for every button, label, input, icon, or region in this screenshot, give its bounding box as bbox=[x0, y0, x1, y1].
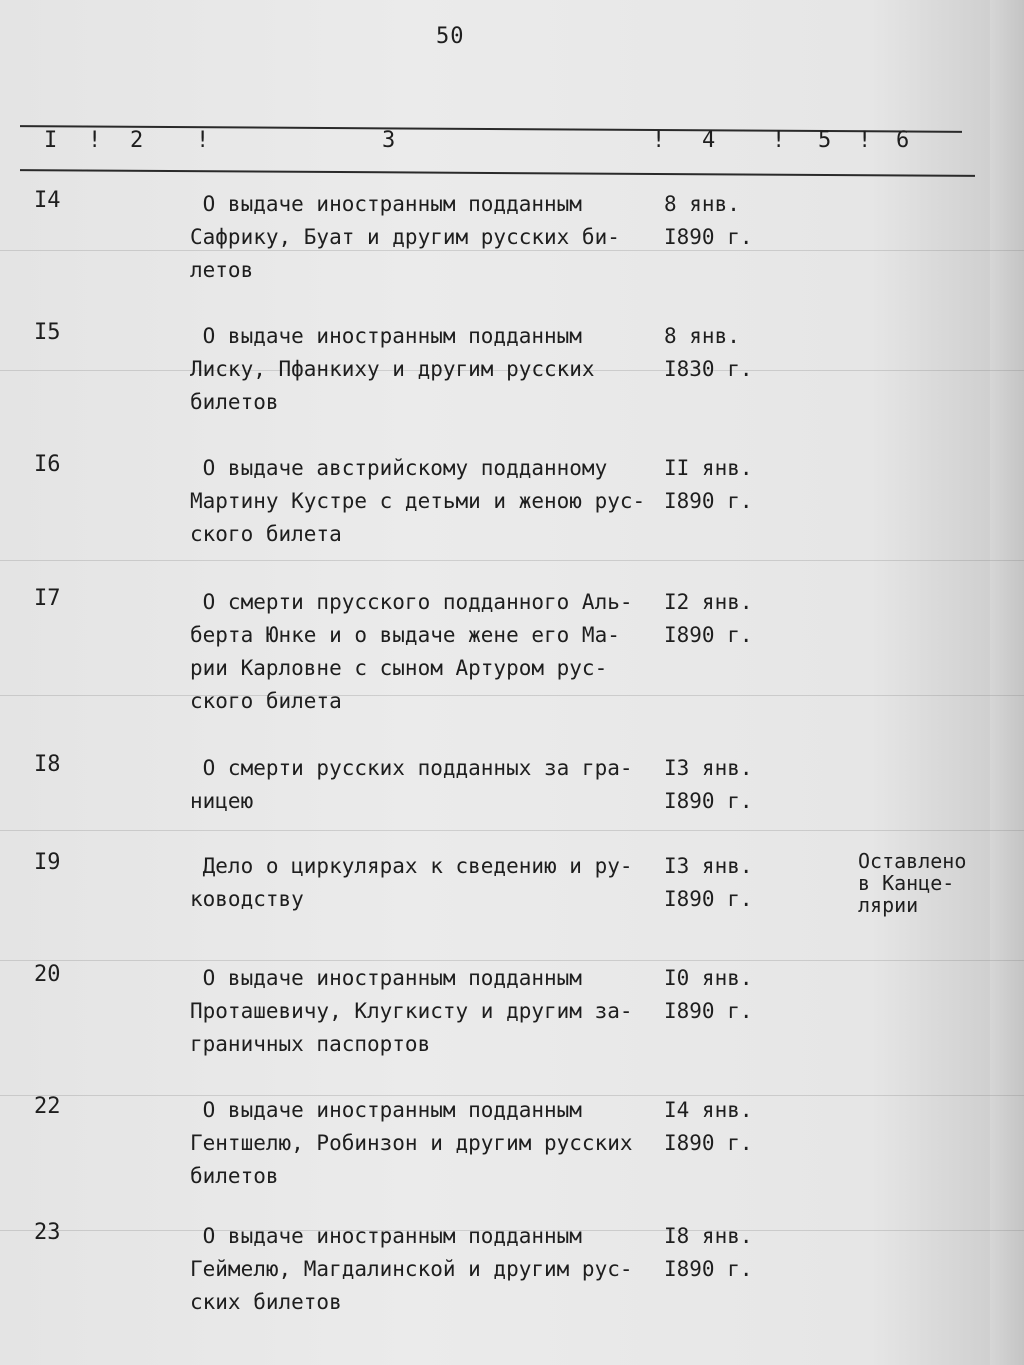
register-entry bbox=[0, 962, 1024, 1082]
entry-number: I4 bbox=[34, 188, 61, 213]
entry-date: I3 янв. I890 г. bbox=[664, 854, 753, 911]
register-entry bbox=[0, 320, 1024, 440]
column-header-1: I bbox=[44, 128, 60, 153]
entry-date: I0 янв. I890 г. bbox=[664, 966, 753, 1023]
entry-date: 8 янв. I830 г. bbox=[664, 324, 753, 381]
column-header-2: 2 bbox=[130, 128, 146, 153]
entry-number: I6 bbox=[34, 452, 61, 477]
entry-description: О выдаче иностранным подданным Геймелю, Магдалинской и другим рус- ских билетов bbox=[190, 1224, 633, 1314]
entry-date: I4 янв. I890 г. bbox=[664, 1098, 753, 1155]
entry-description: Дело о циркулярах к сведению и ру- ководству bbox=[190, 854, 633, 911]
register-entry bbox=[0, 452, 1024, 572]
entry-description: О смерти русских подданных за гра- ницею bbox=[190, 756, 633, 813]
register-entry bbox=[0, 1220, 1024, 1340]
column-separator-3: ! bbox=[652, 128, 668, 153]
column-separator-5: ! bbox=[858, 128, 874, 153]
column-separator-4: ! bbox=[772, 128, 788, 153]
entry-description: О выдаче австрийскому подданному Мартину Кустре с детьми и женою рус- ского билета bbox=[190, 456, 646, 546]
entry-date: I3 янв. I890 г. bbox=[664, 756, 753, 813]
entry-description: О выдаче иностранным подданным Проташевичу, Клугкисту и другим за- граничных паспортов bbox=[190, 966, 633, 1056]
entry-description: О смерти прусского подданного Аль- берта Юнке и о выдаче жене его Ма- рии Карловне с сыном Артуром рус- ского билета bbox=[190, 590, 633, 713]
column-separator-1: ! bbox=[88, 128, 104, 153]
column-header-3: 3 bbox=[382, 128, 398, 153]
register-entry bbox=[0, 1094, 1024, 1214]
entry-date: I8 янв. I890 г. bbox=[664, 1224, 753, 1281]
entry-number: I9 bbox=[34, 850, 61, 875]
header-rule-bottom bbox=[20, 169, 975, 177]
entry-number: I8 bbox=[34, 752, 61, 777]
page-number: 50 bbox=[436, 24, 465, 49]
register-entry bbox=[0, 188, 1024, 308]
entry-number: I7 bbox=[34, 586, 61, 611]
register-entry bbox=[0, 850, 1024, 970]
entry-number: 23 bbox=[34, 1220, 61, 1245]
entry-note: Оставлено в Канце- лярии bbox=[858, 849, 967, 917]
column-header-6: 6 bbox=[896, 128, 912, 153]
entry-date: 8 янв. I890 г. bbox=[664, 192, 753, 249]
column-header-4: 4 bbox=[702, 128, 718, 153]
entry-date: I2 янв. I890 г. bbox=[664, 590, 753, 647]
register-entry bbox=[0, 586, 1024, 713]
entry-description: О выдаче иностранным подданным Гентшелю, Робинзон и другим русских билетов bbox=[190, 1098, 633, 1188]
column-separator-2: ! bbox=[196, 128, 212, 153]
column-header-5: 5 bbox=[818, 128, 834, 153]
entry-number: I5 bbox=[34, 320, 61, 345]
entry-description: О выдаче иностранным подданным Сафрику, Буат и другим русских би- летов bbox=[190, 192, 620, 282]
entry-number: 20 bbox=[34, 962, 61, 987]
entry-date: II янв. I890 г. bbox=[664, 456, 753, 513]
entry-description: О выдаче иностранным подданным Лиску, Пфанкиху и другим русских билетов bbox=[190, 324, 595, 414]
entry-number: 22 bbox=[34, 1094, 61, 1119]
